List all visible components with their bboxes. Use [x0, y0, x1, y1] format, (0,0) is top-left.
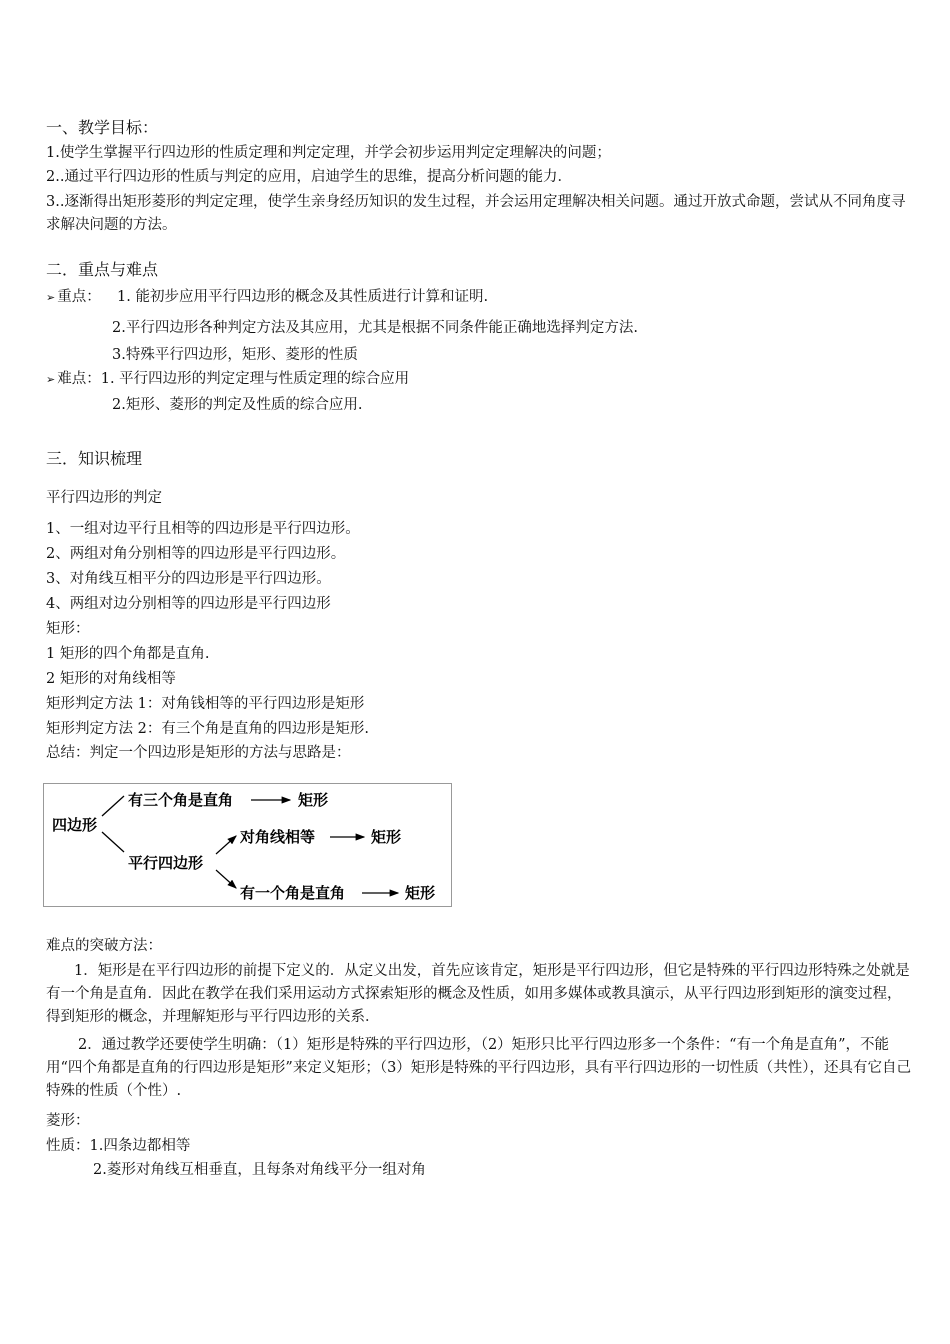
objective-3: 3..逐渐得出矩形菱形的判定定理，使学生亲身经历知识的发生过程，并会运用定理解决相关问题。通过开放式命题，尝试从不同角度寻求解决问题的方法。	[46, 194, 906, 233]
criterion-2: 2、两组对角分别相等的四边形是平行四边形。	[46, 546, 346, 562]
section-3-title: 三．知识梳理	[46, 449, 143, 468]
key-point-2: 2.平行四边形各种判定方法及其应用，尤其是根据不同条件能正确地选择判定方法.	[112, 320, 638, 336]
branch-line-up	[102, 796, 124, 816]
key-point-3: 3.特殊平行四边形，矩形、菱形的性质	[112, 347, 358, 363]
rectangle-result-3: 矩形	[405, 884, 436, 902]
key-points-row	[46, 287, 101, 308]
section-1-title: 一、教学目标：	[46, 118, 159, 137]
difficulty-row	[46, 369, 409, 390]
rectangle-title: 矩形：	[46, 621, 90, 637]
rhombus-property-1: 1.四条边都相等	[89, 1138, 191, 1154]
diagram-svg	[44, 784, 453, 908]
criterion-4: 4、两组对边分别相等的四边形是平行四边形	[46, 596, 331, 612]
key-point-1: 1. 能初步应用平行四边形的概念及其性质进行计算和证明.	[117, 289, 489, 305]
objective-1: 1.使学生掌握平行四边形的性质定理和判定定理，并学会初步运用判定定理解决的问题；	[46, 145, 611, 161]
criterion-1: 1、一组对边平行且相等的四边形是平行四边形。	[46, 521, 360, 537]
section-2-title: 二．重点与难点	[46, 260, 159, 279]
rhombus-property-row	[46, 1136, 190, 1156]
diagonals-equal-label: 对角线相等	[240, 828, 316, 846]
difficulty-label: 难点：	[57, 371, 101, 387]
branch-line-down	[102, 832, 124, 852]
summary-line: 总结：判定一个四边形是矩形的方法与思路是：	[46, 745, 351, 761]
breakthrough-paragraph-1: 1．矩形是在平行四边形的前提下定义的．从定义出发，首先应该肯定，矩形是平行四边形，但它是特殊的平行四边形特殊之处就是有一个角是直角．因此在教学在我们采用运动方式探索矩形的概念及性质，如用多媒体或教具演示，从平行四边形到矩形的演变过程，得到矩形的概念，并理解矩形与平行四边形的关系．	[46, 963, 910, 1025]
rectangle-result-2: 矩形	[371, 828, 402, 846]
rhombus-property-2: 2.菱形对角线互相垂直，且每条对角线平分一组对角	[93, 1162, 426, 1178]
rectangle-method-1: 矩形判定方法 1：对角钱相等的平行四边形是矩形	[46, 696, 365, 712]
three-right-angles-label: 有三个角是直角	[128, 791, 234, 809]
rhombus-title: 菱形：	[46, 1113, 90, 1129]
breakthrough-title: 难点的突破方法：	[46, 938, 162, 954]
difficulty-1: 1. 平行四边形的判定定理与性质定理的综合应用	[100, 371, 410, 387]
rectangle-result-1: 矩形	[298, 791, 329, 809]
rectangle-criteria-diagram	[43, 783, 452, 907]
parallelogram-label: 平行四边形	[128, 854, 204, 872]
bullet-icon: ➢	[46, 373, 56, 386]
parallelogram-criteria-title: 平行四边形的判定	[46, 490, 162, 506]
difficulty-2: 2.矩形、菱形的判定及性质的综合应用.	[112, 397, 363, 413]
bullet-icon: ➢	[46, 291, 56, 304]
rectangle-item-2: 2 矩形的对角线相等	[46, 671, 176, 687]
rectangle-item-1: 1 矩形的四个角都是直角.	[46, 646, 210, 662]
rhombus-property-label: 性质：	[46, 1138, 90, 1154]
quadrilateral-label: 四边形	[52, 816, 98, 834]
arrow-icon	[216, 836, 236, 854]
breakthrough-paragraph-2: 2．通过教学还要使学生明确：（1）矩形是特殊的平行四边形，（2）矩形只比平行四边形多一个条件：“有一个角是直角”，不能用“四个角都是直角的行四边形是矩形”来定义矩形；（3）矩形是特殊的平行四边形，具有平行四边形的一切性质（共性），还具有它自己特殊的性质（个性）.	[46, 1037, 912, 1099]
criterion-3: 3、对角线互相平分的四边形是平行四边形。	[46, 571, 331, 587]
rectangle-method-2: 矩形判定方法 2：有三个角是直角的四边形是矩形.	[46, 721, 369, 737]
objective-2: 2..通过平行四边形的性质与判定的应用，启迪学生的思维，提高分析问题的能力．	[46, 169, 572, 185]
arrow-icon	[216, 870, 236, 888]
one-right-angle-label: 有一个角是直角	[240, 884, 346, 902]
key-label: 重点：	[57, 289, 101, 305]
